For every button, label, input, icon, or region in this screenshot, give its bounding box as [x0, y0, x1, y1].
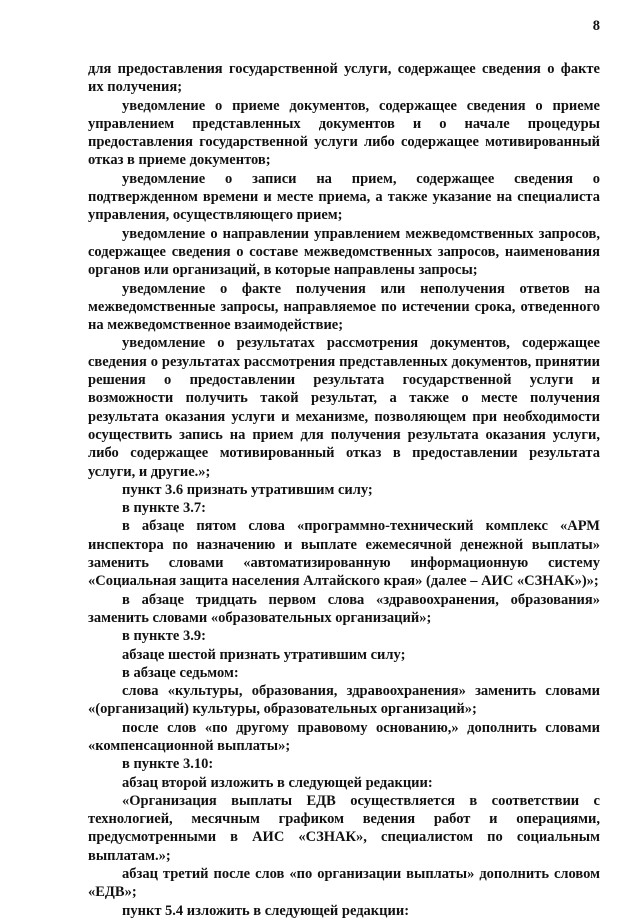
- paragraph: уведомление о результатах рассмотрения документов, содержащее сведения о результатах рассмотрения представленных документов, принятии решения о предоставлении результата государственной услуги и возможности получить такой результат, а также о месте получения результата оказания услуги и механизме, позволяющем при необходимости осуществить запись на прием для получения результата оказания услуги, либо содержащее мотивированный отказ в предоставлении результата услуги, и другие.»;: [88, 335, 600, 480]
- paragraph: в абзаце тридцать первом слова «здравоохранения, образования» заменить словами «образовательных организаций»;: [88, 591, 600, 626]
- paragraph: в пункте 3.10:: [122, 756, 214, 773]
- paragraph: для предоставления государственной услуги, содержащее сведения о факте их получения;: [88, 61, 600, 96]
- paragraph: в пункте 3.9:: [122, 628, 206, 645]
- paragraph: уведомление о факте получения или неполучения ответов на межведомственные запросы, направляемое по истечении срока, отведенного на межведомственное взаимодействие;: [88, 280, 600, 334]
- paragraph: абзац третий после слов «по организации выплаты» дополнить словом «ЕДВ»;: [88, 866, 600, 901]
- paragraph: в абзаце седьмом:: [122, 664, 239, 681]
- page-number: 8: [592, 18, 600, 34]
- paragraph: пункт 5.4 изложить в следующей редакции:: [122, 902, 410, 919]
- paragraph: уведомление о направлении управлением межведомственных запросов, содержащее сведения о составе межведомственных запросов, наименования органов или организаций, в которые направлены запросы;: [88, 225, 600, 279]
- paragraph: в пункте 3.7:: [122, 500, 206, 517]
- paragraph: пункт 3.6 признать утратившим силу;: [122, 481, 373, 498]
- paragraph: в абзаце пятом слова «программно-технический комплекс «АРМ инспектора по назначению и выплате ежемесячной денежной выплаты» заменить словами «автоматизированную информационную систему «Социальная защита населения Алтайского края» (далее – АИС «СЗНАК»)»;: [88, 518, 600, 590]
- paragraph: абзаце шестой признать утратившим силу;: [122, 646, 406, 663]
- paragraph: уведомление о записи на прием, содержащее сведения о подтвержденном времени и месте приема, а также указание на специалиста управления, осуществляющего прием;: [88, 170, 600, 224]
- paragraph: «Организация выплаты ЕДВ осуществляется в соответствии с технологией, месячным графиком ведения работ и операциями, предусмотренными в АИС «СЗНАК», специалистом по социальным выплатам.»;: [88, 792, 600, 864]
- document-body: [88, 60, 600, 920]
- paragraph: абзац второй изложить в следующей редакции:: [122, 774, 433, 791]
- paragraph: уведомление о приеме документов, содержащее сведения о приеме управлением представленных документов и о начале процедуры предоставления государственной услуги либо содержащее мотивированный отказ в приеме документов;: [88, 97, 600, 169]
- paragraph: после слов «по другому правовому основанию,» дополнить словами «компенсационной выплаты»;: [88, 719, 600, 754]
- paragraph: слова «культуры, образования, здравоохранения» заменить словами «(организаций) культуры, образовательных организаций»;: [88, 683, 600, 718]
